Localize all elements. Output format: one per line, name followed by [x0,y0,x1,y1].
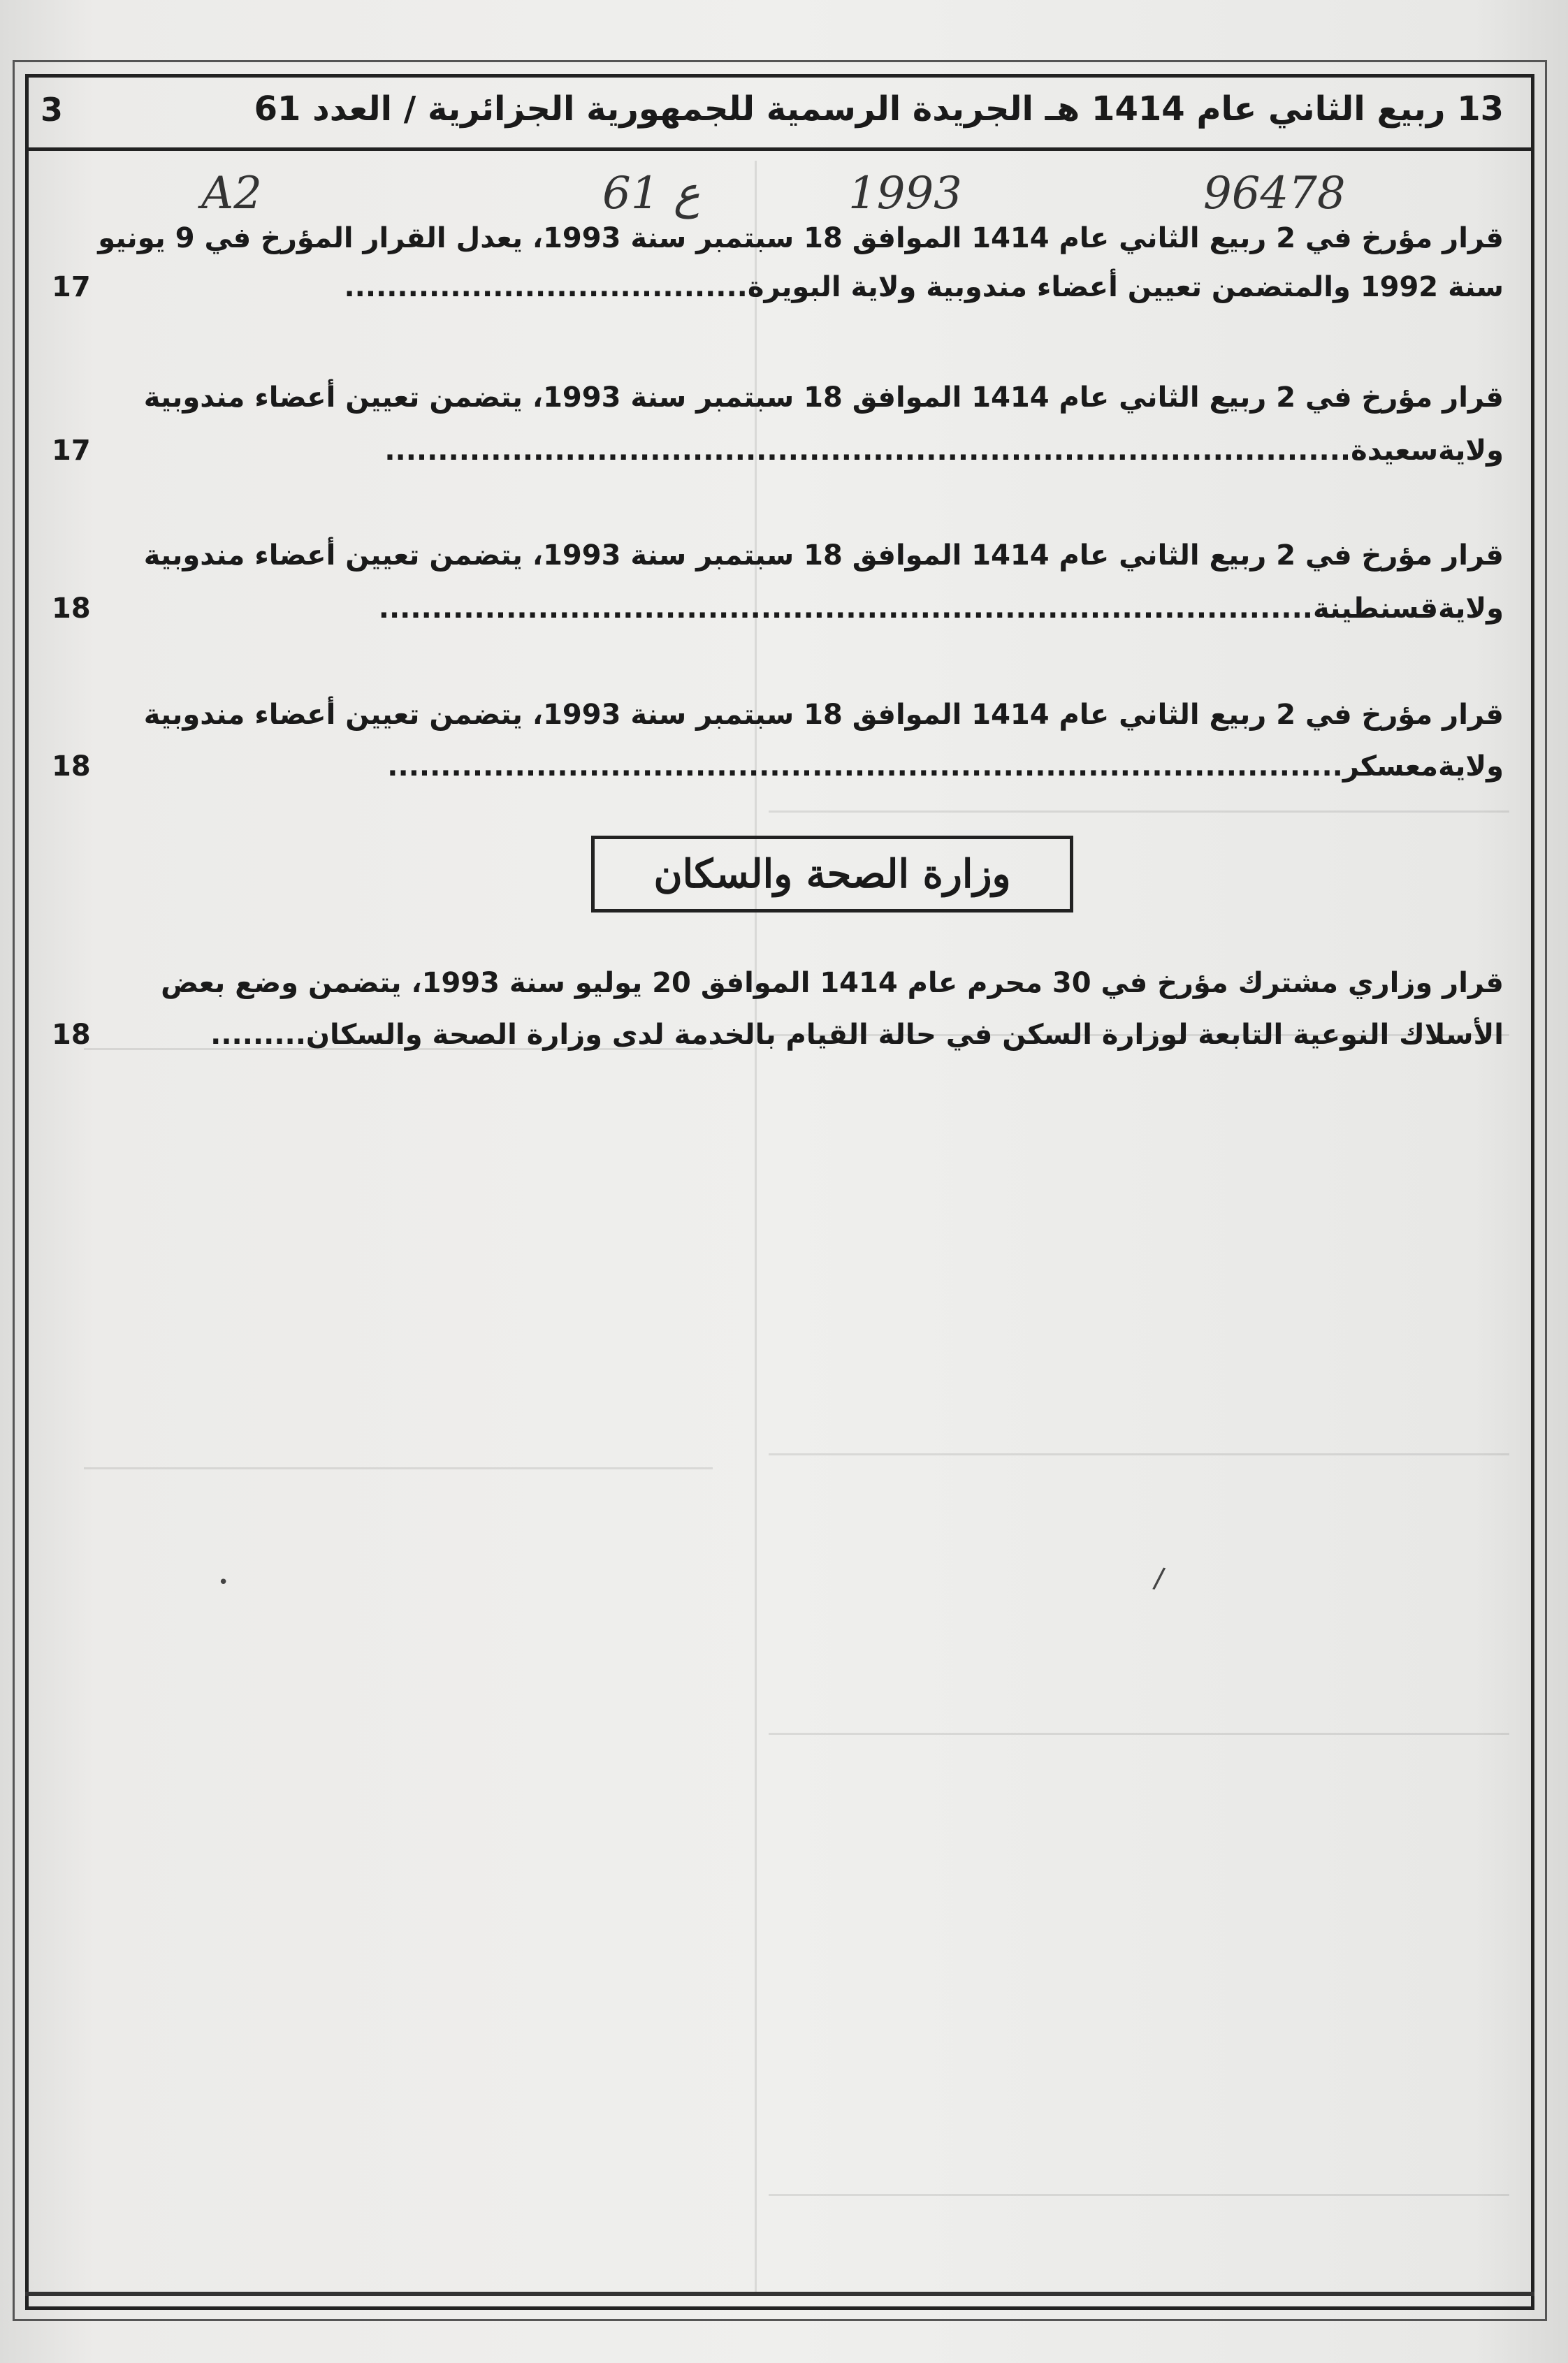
handwritten-year: 1993 [848,168,962,219]
pen-mark: / [1152,1562,1167,1595]
entry-text-line1: قرار مؤرخ في 2 ربيع الثاني عام 1414 الموافق 18 سبتمبر سنة 1993، يتضمن تعيين أعضاء مندوبية [143,699,1504,731]
entry-text-line2: ولايةسعيدة........................................................................................... [384,435,1504,467]
list-item [25,967,1534,1072]
entry-page-number: 18 [52,750,91,783]
header-title: 13 ربيع الثاني عام 1414 هـ الجريدة الرسمية للجمهورية الجزائرية / العدد 61 [254,89,1504,129]
handwritten-code: A2 [201,168,262,219]
entry-text-line2: سنة 1992 والمتضمن تعيين أعضاء مندوبية ولاية البويرة...................................... [344,271,1504,303]
entry-page-number: 18 [52,1019,91,1051]
entry-text-line1: قرار وزاري مشترك مؤرخ في 30 محرم عام 1414 الموافق 20 يوليو سنة 1993، يتضمن وضع بعض [161,967,1504,999]
entry-page-number: 17 [52,435,91,467]
section-heading-box [591,836,1073,913]
footer-rule [25,2292,1534,2296]
entry-page-number: 18 [52,592,91,625]
header-page-number: 3 [41,91,64,129]
list-item [25,381,1534,486]
entry-text-line2: ولايةمعسكر.......................................................................................... [387,750,1504,783]
handwritten-issue: 61 ع [602,168,700,219]
list-item [25,699,1534,804]
list-item [25,222,1534,327]
entry-text-line1: قرار مؤرخ في 2 ربيع الثاني عام 1414 الموافق 18 سبتمبر سنة 1993، يتضمن تعيين أعضاء مندوبية [143,539,1504,572]
entry-text-line1: قرار مؤرخ في 2 ربيع الثاني عام 1414 الموافق 18 سبتمبر سنة 1993، يتضمن تعيين أعضاء مندوبية [143,381,1504,414]
handwritten-number: 96478 [1203,168,1346,219]
list-item [25,539,1534,644]
entry-text-line2: الأسلاك النوعية التابعة لوزارة السكن في حالة القيام بالخدمة لدى وزارة الصحة والسكان......... [210,1019,1504,1051]
entry-text-line1: قرار مؤرخ في 2 ربيع الثاني عام 1414 الموافق 18 سبتمبر سنة 1993، يعدل القرار المؤرخ في 9 يونيو [98,222,1504,254]
section-title: وزارة الصحة والسكان [653,851,1011,897]
entry-page-number: 17 [52,271,91,303]
entry-text-line2: ولايةقسنطينة........................................................................................ [378,592,1504,625]
page-header [25,74,1534,151]
ink-speck: • [218,1572,229,1593]
